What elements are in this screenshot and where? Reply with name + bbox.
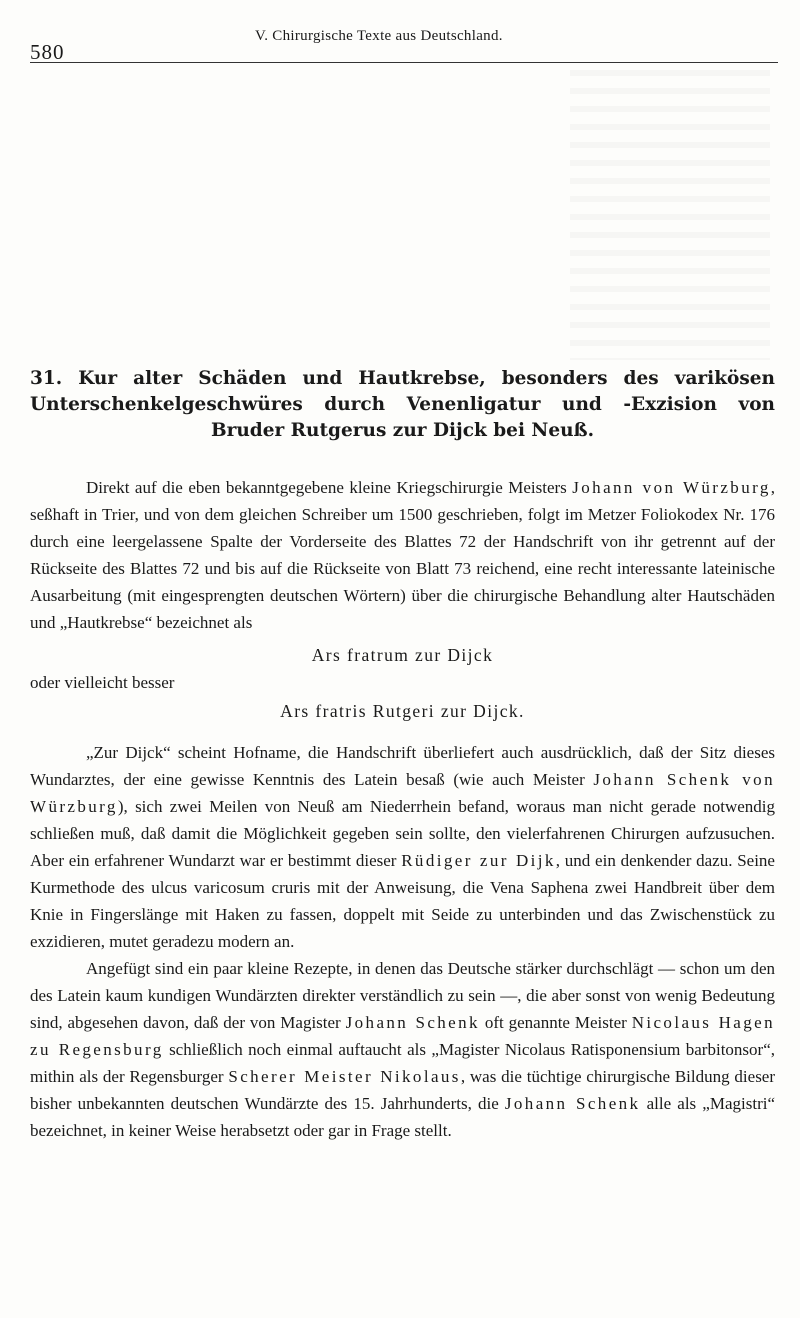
paragraph-1-text-a: Direkt auf die eben bekanntgegebene kleine Kriegschirurgie Meisters [86, 478, 573, 497]
spacer [30, 725, 775, 739]
section-title: 31. Kur alter Schäden und Hautkrebse, besonders des varikösen Unterschenkelgeschwüres durch Venenligatur und -Exzision von Bruder Rutgerus zur Dijck bei Neuß. [30, 368, 775, 441]
body-text [30, 474, 775, 1144]
paragraph-1-text-b: , seßhaft in Trier, und von dem gleichen Schreiber um 1500 geschrieben, folgt im Metzer Foliokodex Nr. 176 durch eine leergelassene Spalte der Vorderseite des Blattes 72 der Handschrift von ihr getrennt auf der Rückseite des Blattes 72 und bis auf die Rückseite von Blatt 73 reichend, eine recht interessante lateinische Ausarbeitung (mit eingesprengten deutschen Wörtern) über die chirurgische Behandlung alter Hautschäden und „Hautkrebse“ bezeichnet als [30, 478, 776, 632]
paragraph-2-text-c: , und ein denkender dazu. Seine Kurmethode des ulcus varicosum cruris mit der Anweisung, die Vena Saphena zwei Handbreit über dem Knie in Fingerslänge mit Haken zu fassen, doppelt mit Seide zu unterbinden und das Zwischenstück zu exzidieren, mutet geradezu modern an. [30, 851, 775, 951]
person-name: Rüdiger zur Dijk [401, 851, 556, 870]
running-head: V. Chirurgische Texte aus Deutschland. [255, 28, 503, 44]
person-name: Johann von Würzburg [572, 478, 771, 497]
paragraph-1 [30, 474, 775, 636]
page-number: 580 [30, 40, 65, 64]
person-name: Johann Schenk [345, 1013, 480, 1032]
paragraph-2-text-a: „Zur Dijck“ scheint Hofname, die Handschrift überliefert auch ausdrücklich, daß der Sitz dieses Wundarztes, der eine gewisse Kenntnis des Latein besaß (wie auch Meister [30, 743, 775, 789]
person-name: Scherer Meister Nikolaus [228, 1067, 461, 1086]
ars-title-1: Ars fratrum zur Dijck [311, 645, 494, 665]
paragraph-3-text-e: alle als „Magistri“ bezeichnet, in keiner Weise herabsetzt oder gar in Frage stellt. [30, 1094, 775, 1140]
paragraph-3-text-b: oft genannte Meister [479, 1013, 632, 1032]
oder-line: oder vielleicht besser [30, 673, 175, 692]
person-name: Johann Schenk von Würzburg [30, 770, 775, 816]
bleed-through-text [570, 70, 770, 360]
person-name: Johann Schenk [504, 1094, 641, 1113]
page-header [30, 22, 778, 63]
paragraph-2 [30, 739, 775, 955]
paragraph-3-text-d: , was die tüchtige chirurgische Bildung dieser bisher unbekannten deutschen Wundärzte des 15. Jahrhunderts, die [30, 1067, 776, 1113]
paragraph-3-text-a: Angefügt sind ein paar kleine Rezepte, in denen das Deutsche stärker durchschlägt — schon um den des Latein kaum kundigen Wundärzten direkter verständlich zu sein —, die aber sonst von wenig Bedeutung sind, abgesehen davon, daß der von Magister [30, 959, 775, 1032]
person-name: Nicolaus Hagen zu Regensburg [30, 1013, 775, 1059]
ars-title-2: Ars fratris Rutgeri zur Dijck. [280, 701, 525, 721]
paragraph-2-text-b: ), sich zwei Meilen von Neuß am Niederrhein befand, woraus man nicht gerade notwendig schließen muß, daß damit die Möglichkeit gegeben sein sollte, den vielerfahrenen Chirurgen aufzusuchen. Aber ein erfahrener Wundarzt war er bestimmt dieser [30, 797, 775, 870]
paragraph-3-text-c: schließlich noch einmal auftaucht als „Magister Nicolaus Ratisponensium barbitonsor“, mithin als der Regensburger [30, 1040, 775, 1086]
paragraph-3 [30, 955, 775, 1144]
